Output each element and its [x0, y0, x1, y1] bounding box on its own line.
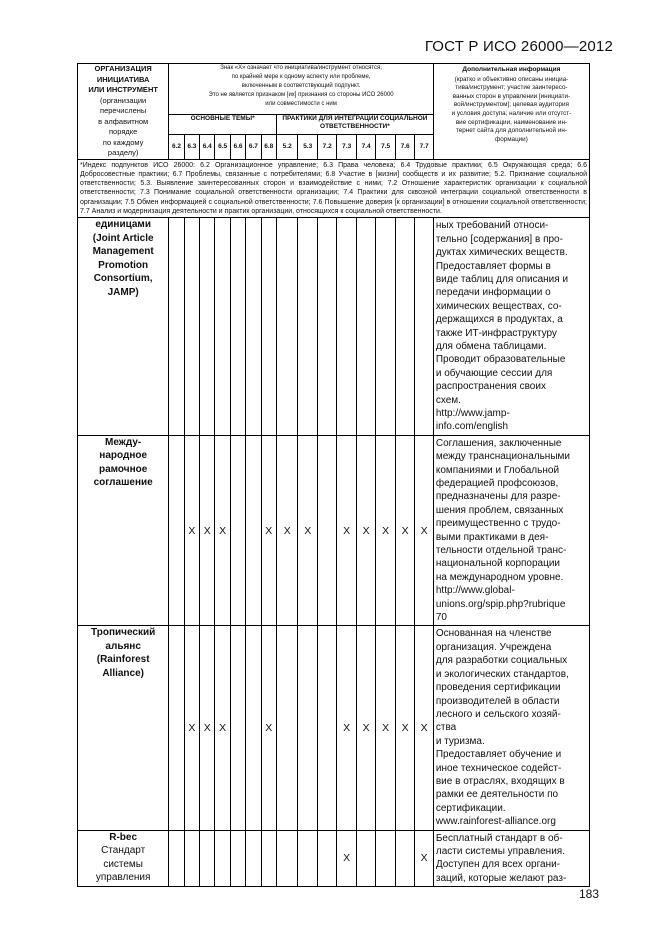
info-line: Доступен для всех органи-: [435, 859, 561, 871]
org-header-line: ИНИЦИАТИВА: [96, 74, 150, 84]
info-line: www.rainforest-alliance.org: [435, 816, 556, 828]
index-note: *Индекс подпунктов ИСО 26000: 6.2 Организационное управление; 6.3 Права человека; 6.4 Трудовые практики; 6.5 Окружающая среда; 6.6 Добросовестные практики; 6.7 Проблемы, связанные с потребителями; 6.8 Участие в [жизни] сообществ и их развитие; 5.2. Признание социальной ответственности; 5.3. Выявление заинтересованных сторон и взаимодействие с ними; 7.2 Отношение характеристик организации к социальной ответственности; 7.3 Понимание социальной ответственности организации; 7.4 Практики для сквозной интеграции социальной ответственности в организации; 7.5 Обмен информацией с социальной ответственности; 7.6 Повышение доверия [к организации] в отношении социальной ответственности; 7.7 Анализ и модернизация деятельности и практик организации, относящихся к социальной ответственности.: [78, 159, 590, 218]
info-line: Основанная на членстве: [435, 628, 552, 640]
note-line: по крайней мере к одному аспекту или проблеме,: [231, 74, 371, 80]
table-row: [78, 626, 590, 830]
org-header-line: разделу): [107, 148, 139, 157]
org-name-line: Promotion: [98, 259, 149, 271]
info-line: компаниями и Глобальной: [435, 464, 560, 476]
info-line: на международном уровне.: [435, 571, 564, 583]
info-line: передачи информации о: [435, 287, 551, 299]
info-line: для обмена таблицами.: [435, 340, 547, 352]
column-number: 6.3: [184, 134, 199, 159]
additional-info-line: и условия доступа; наличие или отсутст-: [451, 109, 572, 117]
mark-cell: [230, 830, 245, 887]
mark-cell: X: [337, 830, 356, 887]
column-number: 7.4: [356, 134, 375, 159]
org-header-line: порядке: [109, 127, 138, 136]
info-line: также ИТ-инфраструктуру: [435, 327, 557, 339]
info-line: схем.: [435, 394, 461, 406]
mark-cell: [276, 830, 298, 887]
mark-cell: X: [261, 626, 276, 830]
info-line: info.com/english: [435, 421, 509, 433]
mark-cell: [200, 830, 215, 887]
mark-cell: [230, 218, 245, 436]
mark-cell: X: [200, 626, 215, 830]
note-line: Знак «Х» означает что инициатива/инструмент относятся,: [220, 65, 382, 71]
info-line: Предоставляет обучение и: [435, 749, 562, 761]
mark-cell: X: [356, 626, 375, 830]
info-line: и экологических стандартов,: [435, 668, 569, 680]
column-number: 7.6: [395, 134, 414, 159]
org-header-line: ОРГАНИЗАЦИЯ: [94, 64, 152, 73]
column-number: 6.5: [215, 134, 230, 159]
column-number: 7.7: [415, 134, 433, 159]
info-line: вие в отраслях, входящих в: [435, 775, 565, 787]
org-name-line: JAMP): [107, 286, 139, 298]
additional-info-line: ванных сторон в управлении [инициати-: [452, 92, 571, 100]
info-line: ласти системы управления.: [435, 845, 565, 857]
info-line: преимущественно с трудо-: [435, 518, 561, 530]
mark-cell: [317, 626, 336, 830]
mark-cell: [230, 435, 245, 626]
org-name-line: системы: [103, 858, 143, 870]
mark-cell: X: [356, 435, 375, 626]
additional-info-line: (кратко и объективно описаны инициа-: [454, 75, 569, 83]
mark-cell: [317, 218, 336, 436]
mark-cell: [184, 218, 199, 436]
column-number: 6.7: [246, 134, 261, 159]
info-line: организация. Учреждена: [435, 641, 552, 653]
additional-info-line: вой/инструментом]; целевая аудитория: [453, 101, 569, 109]
org-name-line: Стандарт: [101, 845, 146, 857]
info-cell: [433, 626, 589, 830]
mark-cell: X: [184, 435, 199, 626]
info-line: держащихся в продуктах, а: [435, 314, 563, 326]
mark-cell: [337, 218, 356, 436]
mark-cell: X: [215, 626, 230, 830]
info-line: Предоставляет формы в: [435, 260, 551, 272]
index-note-row: [78, 159, 590, 218]
info-line: выми практиками в дея-: [435, 531, 549, 543]
additional-info-header: [433, 64, 589, 160]
org-header-line: перечислены: [100, 106, 147, 115]
org-name-line: Consortium,: [93, 273, 153, 285]
info-line: распространения своих: [435, 381, 546, 393]
info-line: проведения сертификации: [435, 682, 561, 694]
info-line: http://www.global-: [435, 585, 515, 597]
mark-cell: [317, 830, 336, 887]
mark-cell: X: [261, 435, 276, 626]
practices-group: ПРАКТИКИ ДЛЯ ИНТЕГРАЦИИ СОЦИАЛЬНОЙ ОТВЕТСТВЕННОСТИ*: [276, 114, 433, 134]
mark-cell: [215, 218, 230, 436]
additional-info-line: вие сертификации, наименование ин-: [455, 118, 568, 126]
info-cell: [433, 435, 589, 626]
org-header-line: по каждому: [102, 137, 144, 147]
info-line: ства: [435, 722, 457, 734]
mark-cell: [215, 830, 230, 887]
core-subjects-group: ОСНОВНЫЕ ТЕМЫ*: [169, 114, 277, 134]
mark-cell: [395, 218, 414, 436]
table-row: [78, 435, 590, 626]
org-name-cell: [78, 218, 169, 436]
mark-cell: [230, 626, 245, 830]
info-line: Проводит образовательные: [435, 354, 566, 366]
document-header-title: ГОСТ Р ИСО 26000—2012: [424, 38, 613, 55]
org-name-line: Alliance): [102, 667, 144, 679]
info-line: химических веществах, со-: [435, 300, 562, 312]
mark-cell: [246, 830, 261, 887]
table-row: [78, 830, 590, 887]
mark-cell: X: [298, 435, 317, 626]
info-line: производителей в области: [435, 695, 560, 707]
org-name-line: народное: [99, 450, 148, 462]
mark-cell: [356, 218, 375, 436]
note-line: Это не является признаком [их] признания со стороны ИСО 26000: [208, 92, 394, 98]
info-line: между транснациональными: [435, 451, 570, 463]
info-line: федерацией профсоюзов,: [435, 478, 559, 489]
org-column-header: [78, 64, 169, 160]
org-header-line: в алфавитном: [98, 116, 149, 126]
initiatives-table: [77, 63, 590, 887]
org-name-line: (Rainforest: [96, 654, 150, 666]
mark-cell: [200, 218, 215, 436]
org-name-cell: [78, 435, 169, 626]
column-number: 7.2: [317, 134, 336, 159]
mark-cell: [356, 830, 375, 887]
info-cell: [433, 830, 589, 887]
mark-cell: X: [184, 626, 199, 830]
mark-cell: [395, 830, 414, 887]
info-line: дуктах химических веществ.: [435, 247, 568, 259]
info-line: unions.org/spip.php?rubrique: [435, 598, 566, 610]
mark-cell: X: [415, 626, 433, 830]
mark-cell: [261, 218, 276, 436]
mark-cell: [298, 626, 317, 830]
info-line: 70: [435, 612, 447, 624]
org-name-line: альянс: [105, 640, 141, 652]
mark-cell: [415, 218, 433, 436]
info-line: рамки ее деятельности по: [435, 789, 559, 801]
mark-cell: X: [276, 435, 298, 626]
column-number: 7.3: [337, 134, 356, 159]
additional-info-line: тернет сайта для дополнительной ин-: [455, 127, 567, 135]
mark-cell: X: [215, 435, 230, 626]
org-name-line: (Joint Article: [92, 232, 154, 244]
column-number: 7.5: [376, 134, 395, 159]
info-line: тельности отдельной транс-: [435, 545, 567, 557]
mark-cell: X: [376, 626, 395, 830]
mark-cell: X: [415, 830, 433, 887]
org-header-line: (организации: [100, 95, 147, 105]
marker-note: [169, 64, 434, 115]
column-number: 6.2: [169, 134, 184, 159]
mark-cell: X: [376, 435, 395, 626]
info-line: сертификации.: [435, 802, 506, 814]
column-number: 5.2: [276, 134, 298, 159]
mark-cell: [246, 218, 261, 436]
info-line: предназначены для разре-: [435, 491, 561, 503]
mark-cell: [246, 435, 261, 626]
info-cell: [433, 218, 589, 436]
mark-cell: X: [337, 626, 356, 830]
org-name-line: Тропический: [91, 627, 156, 639]
mark-cell: X: [395, 435, 414, 626]
info-line: тельно [содержания] в про-: [435, 233, 563, 245]
mark-cell: [169, 218, 184, 436]
info-line: шения проблем, связанных: [435, 504, 564, 516]
column-number: 6.6: [230, 134, 245, 159]
additional-info-line: тива/инструмент; участие заинтересо-: [455, 84, 568, 92]
additional-info-line: формации): [495, 135, 528, 143]
note-line: или совместимости с ним: [265, 101, 337, 107]
mark-cell: [376, 218, 395, 436]
info-line: Бесплатный стандарт в об-: [435, 832, 563, 844]
additional-info-title: Дополнительная информация: [462, 66, 561, 73]
mark-cell: X: [395, 626, 414, 830]
org-name-line: Management: [92, 246, 154, 258]
org-name-line: R-bec: [109, 831, 138, 843]
mark-cell: [169, 830, 184, 887]
page-number: 183: [578, 887, 599, 901]
org-header-line: ИЛИ ИНСТРУМЕНТ: [88, 85, 158, 94]
mark-cell: [376, 830, 395, 887]
info-line: и туризма.: [435, 735, 485, 747]
column-number: 5.3: [298, 134, 317, 159]
org-name-line: Между-: [105, 436, 142, 448]
info-line: лесного и сельского хозяй-: [435, 708, 561, 720]
info-line: виде таблиц для описания и: [435, 273, 569, 285]
info-line: Соглашения, заключенные: [435, 437, 562, 449]
info-line: http://www.jamp-: [435, 407, 510, 419]
mark-cell: [298, 218, 317, 436]
column-number: 6.4: [200, 134, 215, 159]
header-row-1: [78, 64, 590, 115]
info-line: ных требований относи-: [435, 220, 549, 232]
mark-cell: X: [415, 435, 433, 626]
org-name-cell: [78, 830, 169, 887]
org-name-line: соглашение: [93, 477, 153, 489]
mark-cell: [169, 626, 184, 830]
info-line: для разработки социальных: [435, 655, 568, 667]
info-line: заций, которые желают раз-: [435, 872, 567, 884]
info-line: иное техническое содейст-: [435, 762, 562, 774]
mark-cell: [261, 830, 276, 887]
info-line: и обучающие сессии для: [435, 367, 553, 379]
org-name-cell: [78, 626, 169, 830]
mark-cell: [246, 626, 261, 830]
org-name-line: управления: [95, 872, 151, 884]
org-name-line: рамочное: [99, 463, 148, 475]
mark-cell: X: [200, 435, 215, 626]
mark-cell: [276, 218, 298, 436]
mark-cell: [317, 435, 336, 626]
mark-cell: [276, 626, 298, 830]
info-line: национальной корпорации: [435, 558, 561, 570]
table-row: [78, 218, 590, 436]
mark-cell: [169, 435, 184, 626]
note-line: включенным в соответствующий подпункт.: [241, 83, 361, 89]
mark-cell: X: [337, 435, 356, 626]
mark-cell: [298, 830, 317, 887]
mark-cell: [184, 830, 199, 887]
additional-info-description: [436, 76, 587, 145]
org-name-line: единицами: [95, 219, 151, 231]
column-number: 6.8: [261, 134, 276, 159]
